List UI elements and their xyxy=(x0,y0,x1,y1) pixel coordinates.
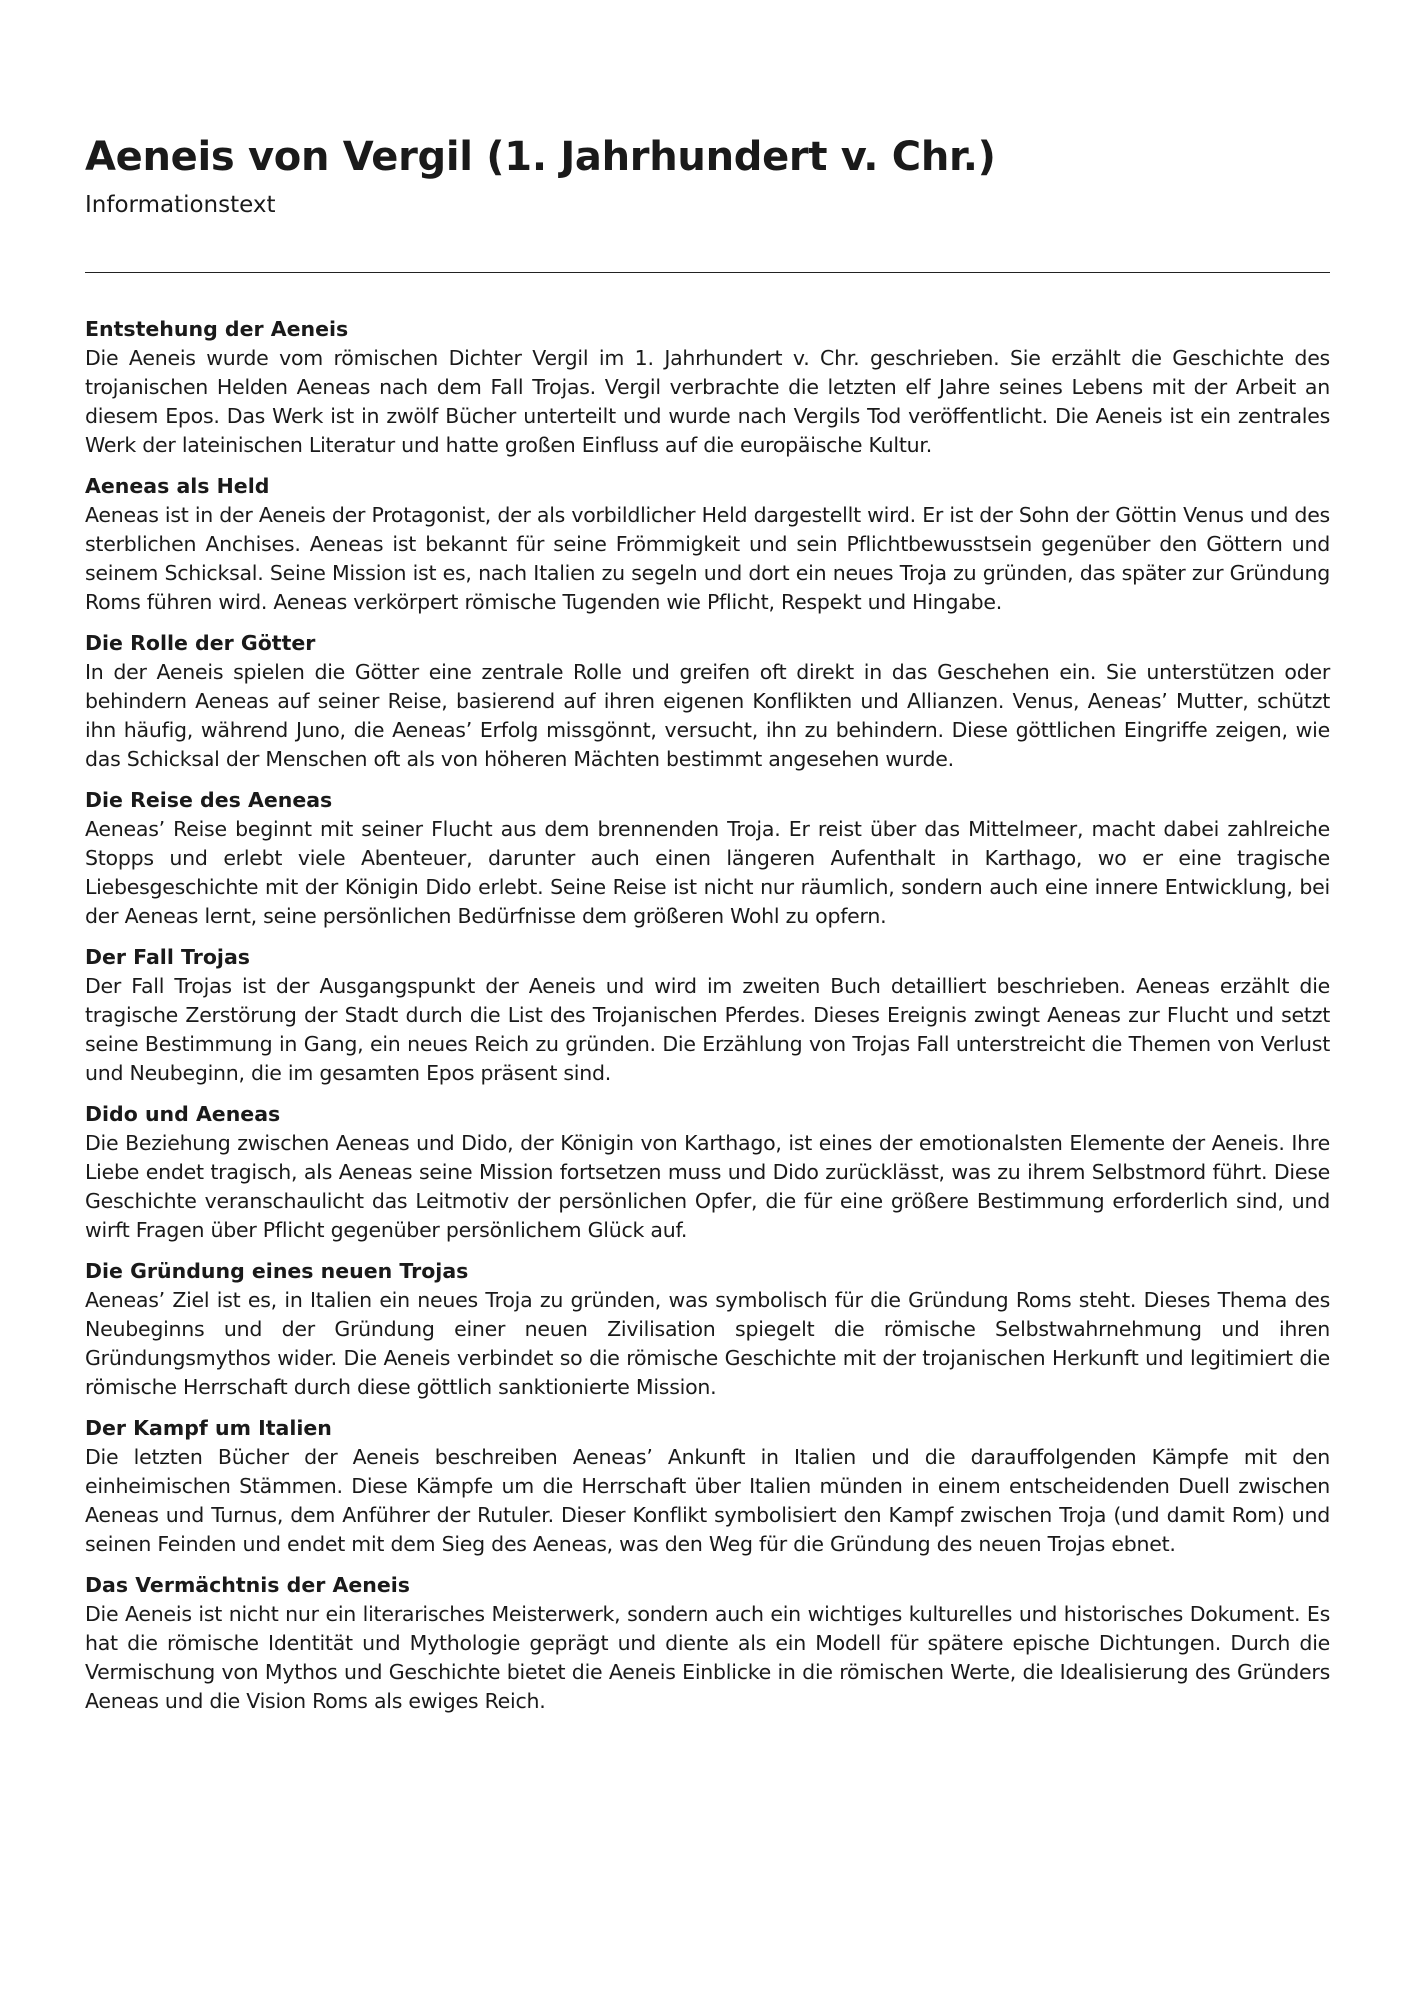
section-rolle-der-goetter xyxy=(85,629,1330,774)
page-subtitle: Informationstext xyxy=(85,192,276,218)
section-heading: Die Rolle der Götter xyxy=(85,631,316,655)
section-text: Die letzten Bücher der Aeneis beschreiben Aeneas’ Ankunft in Italien und die darauffolgenden Kämpfe mit den einheimischen Stämmen. Diese Kämpfe um die Herrschaft über Italien münden in einem entscheidenden Duell zwischen Aeneas und Turnus, dem Anführer der Rutuler. Dieser Konflikt symbolisiert den Kampf zwischen Troja (und damit Rom) und seinen Feinden und endet mit dem Sieg des Aeneas, was den Weg für die Gründung des neuen Trojas ebnet. xyxy=(85,1445,1330,1556)
section-heading: Der Fall Trojas xyxy=(85,945,250,969)
section-text: Der Fall Trojas ist der Ausgangspunkt der Aeneis und wird im zweiten Buch detailliert beschrieben. Aeneas erzählt die tragische Zerstörung der Stadt durch die List des Trojanischen Pferdes. Dieses Ereignis zwingt Aeneas zur Flucht und setzt seine Bestimmung in Gang, ein neues Reich zu gründen. Die Erzählung von Trojas Fall unterstreicht die Themen von Verlust und Neubeginn, die im gesamten Epos präsent sind. xyxy=(85,974,1330,1085)
section-heading: Dido und Aeneas xyxy=(85,1102,281,1126)
section-text: Aeneas ist in der Aeneis der Protagonist, der als vorbildlicher Held dargestellt wird. Er ist der Sohn der Göttin Venus und des sterblichen Anchises. Aeneas ist bekannt für seine Frömmigkeit und sein Pflichtbewusstsein gegenüber den Göttern und seinem Schicksal. Seine Mission ist es, nach Italien zu segeln und dort ein neues Troja zu gründen, das später zur Gründung Roms führen wird. Aeneas verkörpert römische Tugenden wie Pflicht, Respekt und Hingabe. xyxy=(85,503,1330,614)
section-text: Aeneas’ Ziel ist es, in Italien ein neues Troja zu gründen, was symbolisch für die Gründung Roms steht. Dieses Thema des Neubeginns und der Gründung einer neuen Zivilisation spiegelt die römische Selbstwahrnehmung und ihren Gründungsmythos wider. Die Aeneis verbindet so die römische Geschichte mit der trojanischen Herkunft und legitimiert die römische Herrschaft durch diese göttlich sanktionierte Mission. xyxy=(85,1288,1330,1399)
section-text: Aeneas’ Reise beginnt mit seiner Flucht aus dem brennenden Troja. Er reist über das Mittelmeer, macht dabei zahlreiche Stopps und erlebt viele Abenteuer, darunter auch einen längeren Aufenthalt in Karthago, wo er eine tragische Liebesgeschichte mit der Königin Dido erlebt. Seine Reise ist nicht nur räumlich, sondern auch eine innere Entwicklung, bei der Aeneas lernt, seine persönlichen Bedürfnisse dem größeren Wohl zu opfern. xyxy=(85,817,1330,928)
title-divider xyxy=(85,272,1330,273)
page-title: Aeneis von Vergil (1. Jahrhundert v. Chr.) xyxy=(85,134,996,180)
section-text: In der Aeneis spielen die Götter eine zentrale Rolle und greifen oft direkt in das Geschehen ein. Sie unterstützen oder behindern Aeneas auf seiner Reise, basierend auf ihren eigenen Konflikten und Allianzen. Venus, Aeneas’ Mutter, schützt ihn häufig, während Juno, die Aeneas’ Erfolg missgönnt, versucht, ihn zu behindern. Diese göttlichen Eingriffe zeigen, wie das Schicksal der Menschen oft als von höheren Mächten bestimmt angesehen wurde. xyxy=(85,660,1330,771)
section-heading: Die Reise des Aeneas xyxy=(85,788,333,812)
section-gruendung-neues-troja xyxy=(85,1257,1330,1402)
section-heading: Die Gründung eines neuen Trojas xyxy=(85,1259,469,1283)
section-fall-trojas xyxy=(85,943,1330,1088)
section-heading: Der Kampf um Italien xyxy=(85,1416,332,1440)
section-entstehung xyxy=(85,315,1330,460)
section-reise-des-aeneas xyxy=(85,786,1330,931)
section-text: Die Beziehung zwischen Aeneas und Dido, der Königin von Karthago, ist eines der emotionalsten Elemente der Aeneis. Ihre Liebe endet tragisch, als Aeneas seine Mission fortsetzen muss und Dido zurücklässt, was zu ihrem Selbstmord führt. Diese Geschichte veranschaulicht das Leitmotiv der persönlichen Opfer, die für eine größere Bestimmung erforderlich sind, und wirft Fragen über Pflicht gegenüber persönlichem Glück auf. xyxy=(85,1131,1330,1242)
section-aeneas-als-held xyxy=(85,472,1330,617)
section-kampf-um-italien xyxy=(85,1414,1330,1559)
section-text: Die Aeneis ist nicht nur ein literarisches Meisterwerk, sondern auch ein wichtiges kulturelles und historisches Dokument. Es hat die römische Identität und Mythologie geprägt und diente als ein Modell für spätere epische Dichtungen. Durch die Vermischung von Mythos und Geschichte bietet die Aeneis Einblicke in die römischen Werte, die Idealisierung des Gründers Aeneas und die Vision Roms als ewiges Reich. xyxy=(85,1602,1330,1713)
document-body xyxy=(85,315,1330,1728)
section-heading: Das Vermächtnis der Aeneis xyxy=(85,1573,410,1597)
section-dido-und-aeneas xyxy=(85,1100,1330,1245)
section-vermaechtnis xyxy=(85,1571,1330,1716)
section-heading: Aeneas als Held xyxy=(85,474,270,498)
section-text: Die Aeneis wurde vom römischen Dichter Vergil im 1. Jahrhundert v. Chr. geschrieben. Sie erzählt die Geschichte des trojanischen Helden Aeneas nach dem Fall Trojas. Vergil verbrachte die letzten elf Jahre seines Lebens mit der Arbeit an diesem Epos. Das Werk ist in zwölf Bücher unterteilt und wurde nach Vergils Tod veröffentlicht. Die Aeneis ist ein zentrales Werk der lateinischen Literatur und hatte großen Einfluss auf die europäische Kultur. xyxy=(85,346,1330,457)
section-heading: Entstehung der Aeneis xyxy=(85,317,349,341)
